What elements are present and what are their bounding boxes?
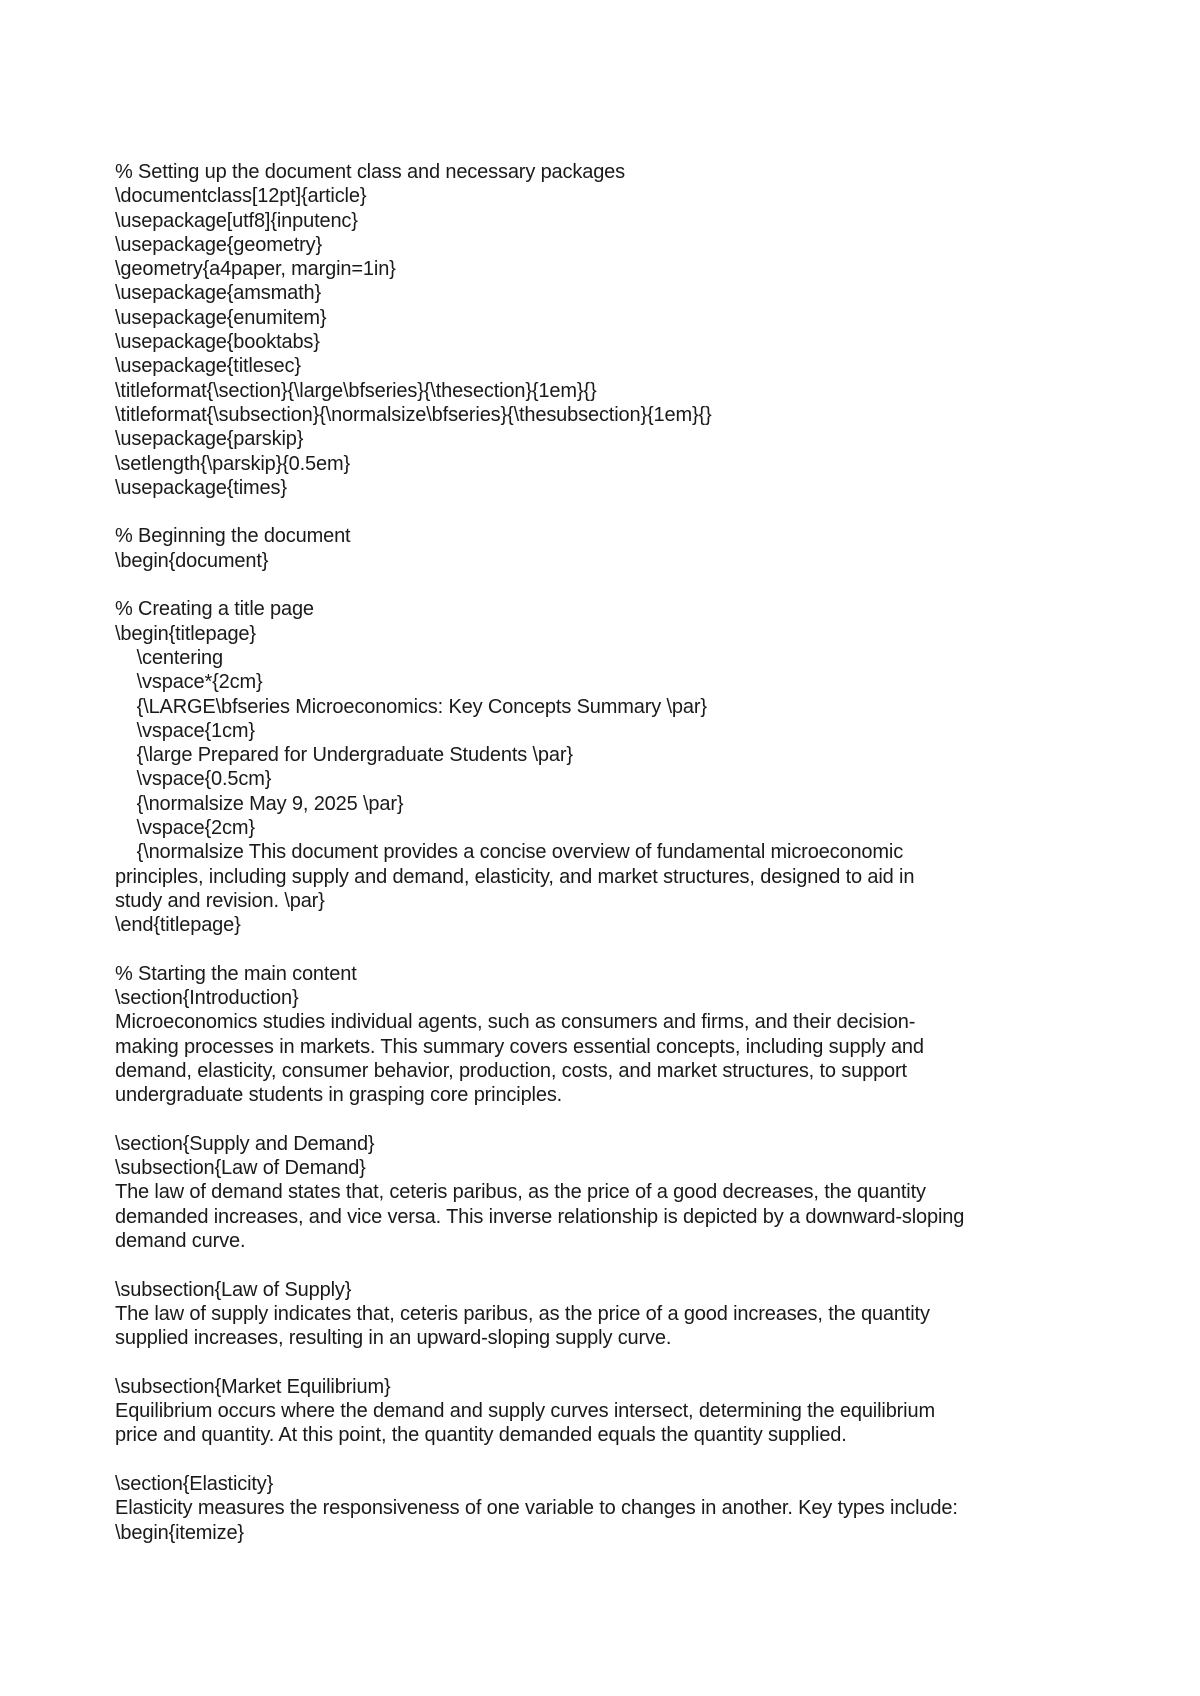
text-line: Elasticity measures the responsiveness of one variable to changes in another. Key types include: [115, 1497, 958, 1520]
blank-line [115, 1448, 1115, 1472]
text-line: % Beginning the document [115, 525, 351, 548]
blank-line [115, 573, 1115, 597]
text-line: \usepackage{amsmath} [115, 282, 322, 305]
text-line: \setlength{\parskip}{0.5em} [115, 452, 351, 475]
text-line: \usepackage{parskip} [115, 428, 304, 451]
text-line: \vspace{0.5cm} [115, 768, 272, 791]
text-line: demand, elasticity, consumer behavior, production, costs, and market structures, to support [115, 1059, 907, 1082]
text-line: principles, including supply and demand, elasticity, and market structures, designed to aid in [115, 865, 915, 888]
text-line: \begin{itemize} [115, 1521, 244, 1544]
text-line: {\LARGE\bfseries Microeconomics: Key Concepts Summary \par} [115, 695, 707, 718]
document-source-text [115, 160, 1115, 1545]
text-line: {\normalsize May 9, 2025 \par} [115, 792, 404, 815]
text-line: undergraduate students in grasping core principles. [115, 1084, 563, 1107]
text-line: \section{Introduction} [115, 987, 299, 1010]
blank-line [115, 500, 1115, 524]
text-line: \usepackage{geometry} [115, 233, 322, 256]
text-line: \vspace{2cm} [115, 817, 255, 840]
text-line: % Starting the main content [115, 962, 357, 985]
text-line: \subsection{Law of Demand} [115, 1157, 366, 1180]
text-line: \usepackage{booktabs} [115, 331, 320, 354]
blank-line [115, 1351, 1115, 1375]
text-line: \subsection{Law of Supply} [115, 1278, 352, 1301]
text-line: \vspace*{2cm} [115, 671, 263, 694]
text-line: {\large Prepared for Undergraduate Students \par} [115, 744, 573, 767]
text-line: \vspace{1cm} [115, 719, 255, 742]
text-line: \usepackage{enumitem} [115, 306, 327, 329]
text-line: price and quantity. At this point, the quantity demanded equals the quantity supplied. [115, 1424, 847, 1447]
text-line: \begin{document} [115, 549, 269, 572]
text-line: \usepackage{titlesec} [115, 355, 301, 378]
text-line: demand curve. [115, 1230, 246, 1253]
text-line: \usepackage[utf8]{inputenc} [115, 209, 358, 232]
text-line: The law of demand states that, ceteris paribus, as the price of a good decreases, the quantity [115, 1181, 926, 1204]
text-line: \usepackage{times} [115, 476, 287, 499]
text-line: % Creating a title page [115, 598, 314, 621]
text-line: \section{Supply and Demand} [115, 1132, 375, 1155]
text-line: \titleformat{\subsection}{\normalsize\bfseries}{\thesubsection}{1em}{} [115, 403, 712, 426]
blank-line [115, 938, 1115, 962]
text-line: \begin{titlepage} [115, 622, 256, 645]
blank-line [115, 1108, 1115, 1132]
blank-line [115, 1253, 1115, 1277]
text-line: \centering [115, 646, 223, 669]
text-line: \end{titlepage} [115, 914, 241, 937]
text-line: The law of supply indicates that, ceteris paribus, as the price of a good increases, the quantity [115, 1302, 930, 1325]
text-line: \documentclass[12pt]{article} [115, 185, 367, 208]
text-line: \subsection{Market Equilibrium} [115, 1375, 391, 1398]
text-line: Equilibrium occurs where the demand and supply curves intersect, determining the equilibrium [115, 1400, 935, 1423]
text-line: demanded increases, and vice versa. This inverse relationship is depicted by a downward-sloping [115, 1205, 965, 1228]
text-line: \geometry{a4paper, margin=1in} [115, 258, 396, 281]
text-line: % Setting up the document class and necessary packages [115, 161, 625, 183]
text-line: study and revision. \par} [115, 889, 325, 912]
text-line: supplied increases, resulting in an upward-sloping supply curve. [115, 1327, 672, 1350]
text-line: Microeconomics studies individual agents, such as consumers and firms, and their decision- [115, 1011, 916, 1034]
text-line: \titleformat{\section}{\large\bfseries}{\thesection}{1em}{} [115, 379, 597, 402]
text-line: making processes in markets. This summary covers essential concepts, including supply and [115, 1035, 924, 1058]
text-line: \section{Elasticity} [115, 1473, 274, 1496]
text-line: {\normalsize This document provides a concise overview of fundamental microeconomic [115, 841, 904, 864]
